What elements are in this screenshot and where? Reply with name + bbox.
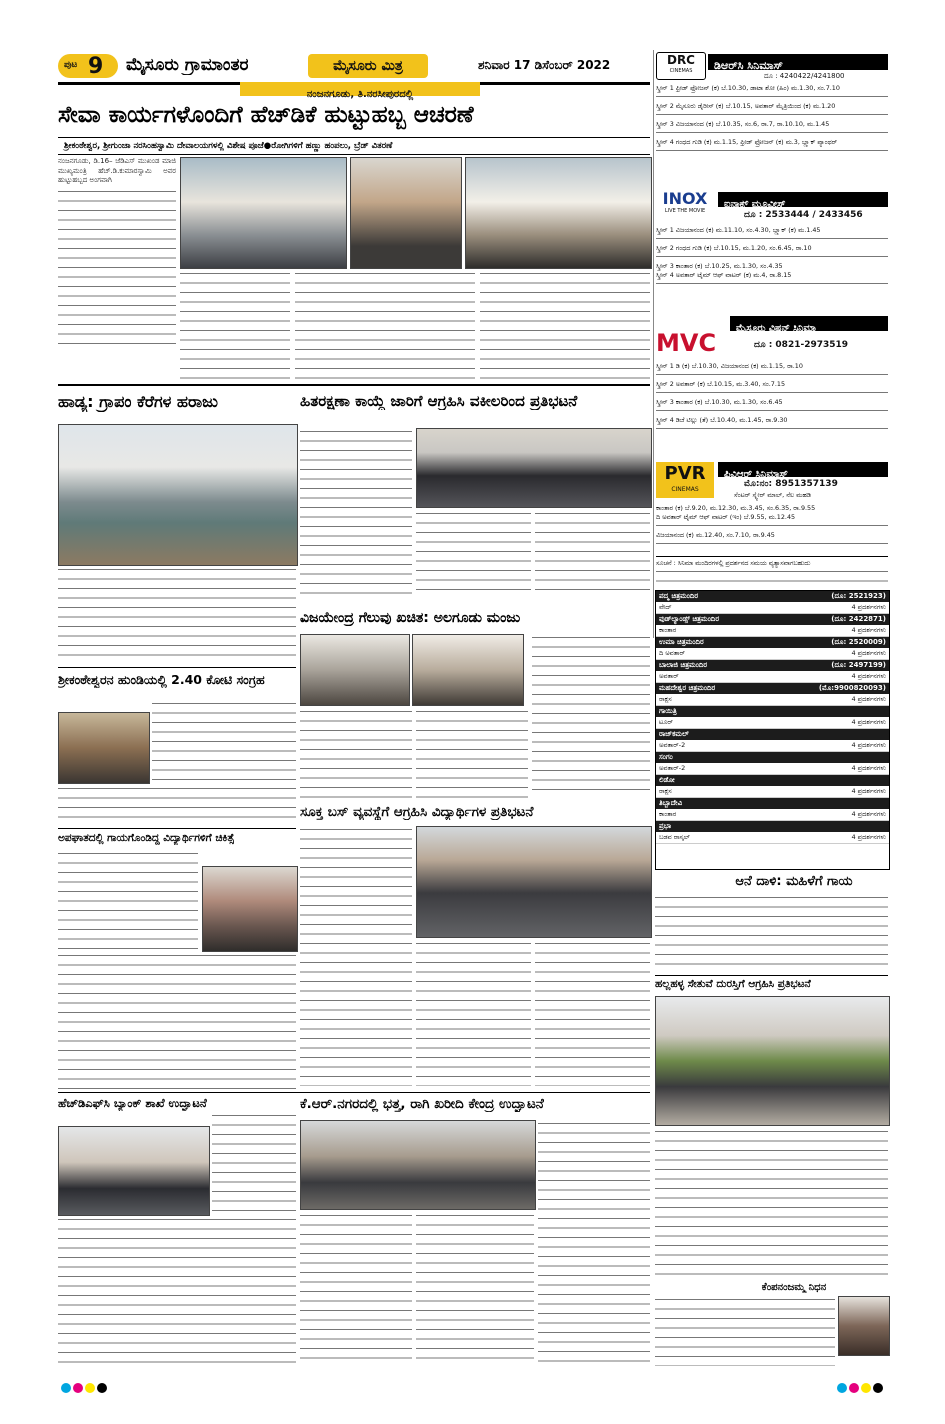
drc-row: ಸ್ಕ್ರೀನ್ 1 ಫ್ರೀಡ್ ಫ್ರೋಜನ್ (ಕ) ಬೆ.10.30, ಡಾಟಾ ಶೋ (ಹಿಂ) ಮ.1.30, ಸಂ.7.10 <box>656 84 840 92</box>
theatre-film: ರಾಕ್ಷಸ <box>659 695 672 703</box>
theatre-name: ಸಂಗಂ <box>659 753 673 761</box>
theatre-shows: 4 ಪ್ರದರ್ಶನಗಳು <box>851 695 886 703</box>
ragi-body-col3 <box>538 1120 650 1366</box>
ragi-photo <box>300 1120 536 1210</box>
registration-dot <box>873 1383 883 1393</box>
pvr-logo <box>656 462 714 498</box>
theatre-name-row <box>656 775 889 786</box>
cinema-note <box>656 556 888 592</box>
theatre-film-row <box>656 648 889 660</box>
story-headline: ಸೂಕ್ತ ಬಸ್ ವ್ಯವಸ್ಥೆಗೆ ಆಗ್ರಹಿಸಿ ವಿದ್ಯಾರ್ಥಿಗಳ ಪ್ರತಿಭಟನೆ <box>300 804 534 820</box>
theatre-film: ಅವತಾರ್-2 <box>659 741 686 749</box>
drc-schedule <box>656 84 888 156</box>
theatre-phone: (ದೂ: 2521923) <box>831 592 886 600</box>
lake-body <box>58 566 296 664</box>
theatre-name: ಉಮಾ ಚಿತ್ರಮಂದಿರ <box>659 638 704 646</box>
mvc-row: ಸ್ಕ್ರೀನ್ 2 ಅವತಾರ್ (ಕ) ಬೆ.10.15, ಮ.3.40, ಸಂ.7.15 <box>656 380 786 388</box>
page-number-badge <box>58 54 118 78</box>
mvc-name-bar <box>730 316 888 334</box>
pvr-row: ದಿ ಅವತಾರ್ ಟೈಮ್ ಆಫ್ ವಾಟರ್ (ಇಂ) ಬೆ.9.55, ಮ.12.45 <box>656 513 796 521</box>
inox-schedule <box>656 226 888 289</box>
theatre-film: ಅವತಾರ್ <box>659 672 679 680</box>
vijayendra-photo-2 <box>412 634 524 706</box>
story-headline: ಹಲ್ಲಹಳ್ಳ ಸೇತುವೆ ದುರಸ್ತಿಗೆ ಆಗ್ರಹಿಸಿ ಪ್ರತಿಭಟನೆ <box>655 978 811 990</box>
bus-photo <box>416 826 652 938</box>
inox-phone: ದೂ : 2533444 / 2433456 <box>744 210 863 220</box>
inox-logo <box>656 190 714 218</box>
lead-headline: ಸೇವಾ ಕಾರ್ಯಗಳೊಂದಿಗೆ ಹೆಚ್‌ಡಿಕೆ ಹುಟ್ಟುಹಬ್ಬ ಆಚರಣೆ <box>58 102 474 128</box>
hundi-photo <box>58 712 150 784</box>
registration-dot <box>97 1383 107 1393</box>
lead-subhead-bar <box>58 137 650 155</box>
theatre-phone: (ಮೊ:9900820093) <box>818 684 886 692</box>
divider <box>655 975 888 976</box>
theatre-film: ಬಡವ ರಾಸ್ಕಲ್ <box>659 833 690 841</box>
story-headline: ವಿಜಯೇಂದ್ರ ಗೆಲುವು ಖಚಿತ: ಅಲಗೂಡು ಮಂಜು <box>300 610 521 626</box>
issue-date: ಶನಿವಾರ 17 ಡಿಸೆಂಬರ್ 2022 <box>478 58 611 72</box>
theatre-name: ತಿಬ್ಬಾದೇವಿ <box>659 799 683 807</box>
theatre-name: ರಾಜ್‌ಕಮಲ್ <box>659 730 689 738</box>
theatre-phone: (ದೂ: 2497199) <box>831 661 886 669</box>
story-headline: ಕೆಂಪನಂಜಮ್ಮ ನಿಧನ <box>761 1282 827 1293</box>
theatre-shows: 4 ಪ್ರದರ್ಶನಗಳು <box>851 741 886 749</box>
theatre-name: ಲಿಡೋ <box>659 776 675 784</box>
ragi-body-col1 <box>300 1212 412 1366</box>
theatre-shows: 4 ಪ್ರದರ್ಶನಗಳು <box>851 810 886 818</box>
lawyers-body-col2 <box>416 510 531 598</box>
drc-logo <box>656 52 706 80</box>
theatre-name-row <box>656 683 889 694</box>
registration-dot <box>849 1383 859 1393</box>
lead-body-col4 <box>480 270 650 382</box>
cinema-panel <box>653 50 889 638</box>
registration-dot <box>837 1383 847 1393</box>
theatre-film: ರಾಕ್ಷಸ <box>659 787 672 795</box>
bank-photo <box>58 1126 210 1216</box>
inox-row: ಸ್ಕ್ರೀನ್ 4 ಅವತಾರ್ ಟೈಮ್ ಆಫ್ ವಾಟರ್ (ಕ) ಮ.4, ರಾ.8.15 <box>656 271 792 279</box>
pvr-row: ವಿಜಯಾನಂದ (ಕ) ಮ.12.40, ಸಂ.7.10, ರಾ.9.45 <box>656 531 775 539</box>
theatre-name-row <box>656 614 889 625</box>
theatre-film-row <box>656 717 889 729</box>
drc-logo-sub: CINEMAS <box>669 68 693 74</box>
story-headline: ಅಪಘಾತದಲ್ಲಿ ಗಾಯಗೊಂಡಿದ್ದ ವಿದ್ಯಾರ್ಥಿಗಳಿಗೆ ಚಿಕಿತ್ಸೆ <box>58 832 235 844</box>
bridge-body <box>655 1128 888 1276</box>
obit-photo <box>838 1296 890 1356</box>
theatre-name-row <box>656 798 889 809</box>
bank-body-b <box>58 1216 296 1366</box>
theatre-film: ಟೂರ್ <box>659 718 673 726</box>
lead-body-col2 <box>180 270 290 382</box>
story-headline: ಶ್ರೀಕಂಠೇಶ್ವರನ ಹುಂಡಿಯಲ್ಲಿ 2.40 ಕೋಟಿ ಸಂಗ್ರಹ <box>58 672 265 687</box>
section-title: ಮೈಸೂರು ಗ್ರಾಮಾಂತರ <box>126 55 249 75</box>
drc-row: ಸ್ಕ್ರೀನ್ 3 ವಿಜಯಾನಂದ (ಕ) ಬೆ.10.35, ಸಂ.6, ರಾ.7, ರಾ.10.10, ಮ.1.45 <box>656 120 830 128</box>
inox-row: ಸ್ಕ್ರೀನ್ 1 ವಿಜಯಾನಂದ (ಕ) ಮ.11.10, ಸಂ.4.30, ಬ್ಲ್ಯಾಕ್ (ಕ) ಮ.1.45 <box>656 226 821 234</box>
story-headline: ಆನೆ ದಾಳಿ: ಮಹಿಳೆಗೆ ಗಾಯ <box>735 874 853 889</box>
mvc-name: ಮೈಸೂರು ವಿಷನ್ ಸಿನಿಮಾ <box>736 323 816 334</box>
lead-photo-hospital <box>180 157 347 269</box>
pvr-phone: ಮೊ:ನಂ: 8951357139 <box>744 479 838 489</box>
inox-name: ಐನಾಕ್ಸ್ ಮೂವೀಸ್ <box>724 199 786 210</box>
drc-logo-text: DRC <box>666 53 695 67</box>
ragi-body-col2 <box>416 1212 534 1366</box>
obit-body <box>655 1296 835 1366</box>
lake-photo <box>58 424 298 566</box>
story-headline: ಹಾಡ್ಯ: ಗ್ರಾಪಂ ಕೆರೆಗಳ ಹರಾಜು <box>58 392 218 411</box>
inox-name-bar <box>718 192 888 210</box>
mvc-row: ಸ್ಕ್ರೀನ್ 4 ಡಿಜೆ ಟಿಲ್ಲು (ತೆ) ಬೆ.10.40, ಮ.1.45, ರಾ.9.30 <box>656 416 788 424</box>
lead-body-col3 <box>295 270 475 382</box>
accident-body-a <box>58 850 198 950</box>
lead-kicker: ನಂಜನಗೂಡು, ತಿ.ನರಸೀಪುರದಲ್ಲಿ <box>306 89 414 100</box>
theatre-name-row <box>656 821 889 832</box>
theatre-name: ಗಾಯಿತ್ರಿ <box>659 707 677 715</box>
bank-body-a <box>212 1112 296 1214</box>
story-headline: ಹೆಚ್‌ಡಿಎಫ್‌ಸಿ ಬ್ಯಾಂಕ್ ಶಾಖೆ ಉದ್ಘಾಟನೆ <box>58 1096 207 1110</box>
story-headline: ಹಿತರಕ್ಷಣಾ ಕಾಯ್ದೆ ಜಾರಿಗೆ ಆಗ್ರಹಿಸಿ ವಕೀಲರಿಂದ ಪ್ರತಿಭಟನೆ <box>300 392 578 410</box>
registration-marks-right <box>836 1378 884 1397</box>
page-number: 9 <box>88 54 104 79</box>
divider <box>58 828 296 829</box>
vijayendra-body-col1 <box>300 708 412 798</box>
theatre-name: ವುಡ್‌ಲ್ಯಾಂಡ್ಸ್ ಚಿತ್ರಮಂದಿರ <box>659 615 720 623</box>
lead-photo-temple <box>350 157 462 269</box>
pvr-logo-text: PVR <box>664 463 706 484</box>
hundi-body-a <box>152 700 296 782</box>
divider <box>58 667 296 668</box>
lead-dateline: ನಂಜನಗೂಡು, ಡಿ.16– ಜೆಡಿಎಸ್ ಮುಖಂಡ ಮಾಜಿ ಮುಖ್ಯಮಂತ್ರಿ ಹೆಚ್.ಡಿ.ಕುಮಾರಸ್ವಾಮಿ ಅವರ ಹುಟ್ಟುಹಬ್ಬದ ಅಂಗವಾಗಿ <box>58 157 176 184</box>
theatre-shows: 4 ಪ್ರದರ್ಶನಗಳು <box>851 833 886 841</box>
theatre-film-row <box>656 740 889 752</box>
pvr-name-bar <box>718 462 888 480</box>
lead-kicker-box <box>240 82 480 100</box>
story-headline: ಕೆ.ಆರ್.ನಗರದಲ್ಲಿ ಭತ್ತ, ರಾಗಿ ಖರೀದಿ ಕೇಂದ್ರ ಉದ್ಘಾಟನೆ <box>300 1096 544 1112</box>
drc-name-bar <box>708 54 888 70</box>
drc-name: ಡಿಆರ್‌ಸಿ ಸಿನಿಮಾಸ್ <box>714 59 783 72</box>
inox-row: ಸ್ಕ್ರೀನ್ 2 ಗಂಧದ ಗುಡಿ (ಕ) ಬೆ.10.15, ಮ.1.20, ಸಂ.6.45, ರಾ.10 <box>656 244 812 252</box>
registration-dot <box>861 1383 871 1393</box>
lawyers-photo <box>416 428 652 508</box>
lead-photo-group <box>465 157 652 269</box>
theatre-film-row <box>656 625 889 637</box>
paper-logo <box>308 54 428 78</box>
registration-dot <box>61 1383 71 1393</box>
theatre-film-row <box>656 809 889 821</box>
bus-body-col1 <box>300 826 412 1086</box>
theatre-shows: 4 ಪ್ರದರ್ಶನಗಳು <box>851 718 886 726</box>
theatre-phone: (ದೂ: 2520009) <box>831 638 886 646</box>
mvc-phone: ದೂ : 0821-2973519 <box>754 340 849 350</box>
vijayendra-body-col3 <box>532 634 650 798</box>
theatre-phone: (ದೂ: 2422871) <box>831 615 886 623</box>
bus-body-col2 <box>416 940 531 1086</box>
lead-body-col1 <box>58 157 176 382</box>
theatre-name-row <box>656 706 889 717</box>
theatre-name-row <box>656 729 889 740</box>
pvr-schedule <box>656 504 888 549</box>
registration-dot <box>85 1383 95 1393</box>
theatre-shows: 4 ಪ್ರದರ್ಶನಗಳು <box>851 672 886 680</box>
theatre-name: ಪದ್ಮ ಚಿತ್ರಮಂದಿರ <box>659 592 699 600</box>
theatre-name: ಬಾಲಾಜಿ ಚಿತ್ರಮಂದಿರ <box>659 661 708 669</box>
inox-logo-text: INOX <box>662 189 708 208</box>
theatre-shows: 4 ಪ್ರದರ್ಶನಗಳು <box>851 787 886 795</box>
theatre-film: ಅವತಾರ್-2 <box>659 764 686 772</box>
theatre-table <box>655 590 890 870</box>
vijayendra-photo-1 <box>300 634 410 706</box>
theatre-film: ಕಾಂತಾರ <box>659 810 677 818</box>
theatre-shows: 4 ಪ್ರದರ್ಶನಗಳು <box>851 764 886 772</box>
theatre-film: ದಿ ಅವತಾರ್ <box>659 649 686 657</box>
pvr-name: ಪಿವಿಆರ್ ಸಿನಿಮಾಸ್ <box>724 469 788 480</box>
mvc-row: ಸ್ಕ್ರೀನ್ 1 ಡಿ (ಕ) ಬೆ.10.30, ವಿಜಯಾನಂದ (ಕ) ಮ.1.15, ರಾ.10 <box>656 362 803 370</box>
inox-row: ಸ್ಕ್ರೀನ್ 3 ಕಾಂತಾರ (ಕ) ಬೆ.10.25, ಮ.1.30, ಸಂ.4.35 <box>656 262 783 270</box>
theatre-film-row <box>656 786 889 798</box>
page-label: ಪುಟ <box>64 60 78 70</box>
theatre-film: ಕಾಂತಾರ <box>659 626 677 634</box>
theatre-shows: 4 ಪ್ರದರ್ಶನಗಳು <box>851 603 886 611</box>
theatre-name-row <box>656 752 889 763</box>
theatre-name-row <box>656 591 889 602</box>
drc-row: ಸ್ಕ್ರೀನ್ 2 ಮೈಸೂರು ಡೈರೀಸ್ (ಕ) ಬೆ.10.15, ಅವತಾರ್ ಮೈತ್ರಿಯಿಂದ (ಕ) ಮ.1.20 <box>656 102 836 110</box>
theatre-name-row <box>656 660 889 671</box>
theatre-film-row <box>656 694 889 706</box>
cinema-note-text: ಸೂಚನೆ : ಸಿನಿಮಾ ಮಂದಿರಗಳಲ್ಲಿ ಪ್ರದರ್ಶನದ ಸಮಯ ವ್ಯತ್ಯಾಸವಾಗಬಹುದು <box>656 559 811 567</box>
theatre-film-row <box>656 602 889 614</box>
theatre-name: ಪ್ರಭಾ <box>659 822 672 830</box>
accident-photo <box>202 866 298 952</box>
elephant-body <box>655 894 888 972</box>
drc-row: ಸ್ಕ್ರೀನ್ 4 ಗಂಧದ ಗುಡಿ (ಕ) ಮ.1.15, ಫ್ರೀಡ್ ಫ್ರೋಜನ್ (ಕ) ಮ.3, ಬ್ಲ್ಯಾಕ್ ಪ್ಯಾಂಥರ್ <box>656 138 838 146</box>
theatre-film-row <box>656 832 889 844</box>
theatre-film-row <box>656 763 889 775</box>
pvr-address: ಸೆಂಟರ್ ಸ್ಕ್ವೇರ್ ಮಾಲ್, ನೆಲ ಮಹಡಿ <box>734 491 811 499</box>
inox-logo-sub: LIVE THE MOVIE <box>664 208 706 214</box>
pvr-logo-sub: CINEMAS <box>671 486 699 493</box>
mvc-logo-text: MVC <box>656 329 717 357</box>
theatre-name: ಮಹದೇಶ್ವರ ಚಿತ್ರಮಂದಿರ <box>659 684 716 692</box>
vijayendra-body-col2 <box>416 708 528 798</box>
mvc-schedule <box>656 362 888 434</box>
bus-body-col3 <box>535 940 650 1086</box>
pvr-row: ಕಾಂತಾರ (ಕ) ಬೆ.9.20, ಮ.12.30, ಮ.3.45, ಸಂ.6.35, ರಾ.9.55 <box>656 504 816 512</box>
lead-subhead: ಶ್ರೀಕಂಠೇಶ್ವರ, ಶ್ರೀಗುಂಜಾ ನರಸಿಂಹಸ್ವಾಮಿ ದೇವಾಲಯಗಳಲ್ಲಿ ವಿಶೇಷ ಪೂಜೆ●ರೋಗಿಗಳಿಗೆ ಹಣ್ಣು ಹಂಪಲು, ಬ್ರೆಡ್ ವಿತರಣೆ <box>64 141 393 151</box>
registration-dot <box>73 1383 83 1393</box>
bridge-photo <box>655 996 890 1126</box>
mvc-logo <box>656 328 726 358</box>
theatre-shows: 4 ಪ್ರದರ್ಶನಗಳು <box>851 626 886 634</box>
theatre-shows: 4 ಪ್ರದರ್ಶನಗಳು <box>851 649 886 657</box>
theatre-film-row <box>656 671 889 683</box>
lawyers-body-col1 <box>300 428 412 598</box>
paper-name: ಮೈಸೂರು ಮಿತ್ರ <box>333 58 403 74</box>
mvc-row: ಸ್ಕ್ರೀನ್ 3 ಕಾಂತಾರ (ಕ) ಬೆ.10.30, ಮ.1.30, ಸಂ.6.45 <box>656 398 783 406</box>
masthead <box>58 50 650 85</box>
drc-phone: ದೂ : 4240422/4241800 <box>764 72 845 80</box>
divider <box>58 384 650 386</box>
registration-marks-left <box>60 1378 108 1397</box>
lawyers-body-col3 <box>535 510 650 598</box>
theatre-name-row <box>656 637 889 648</box>
divider <box>58 1092 650 1093</box>
hundi-body-b <box>58 785 296 825</box>
accident-body-b <box>58 952 296 1090</box>
theatre-film: ವೇದ್ <box>659 603 672 611</box>
